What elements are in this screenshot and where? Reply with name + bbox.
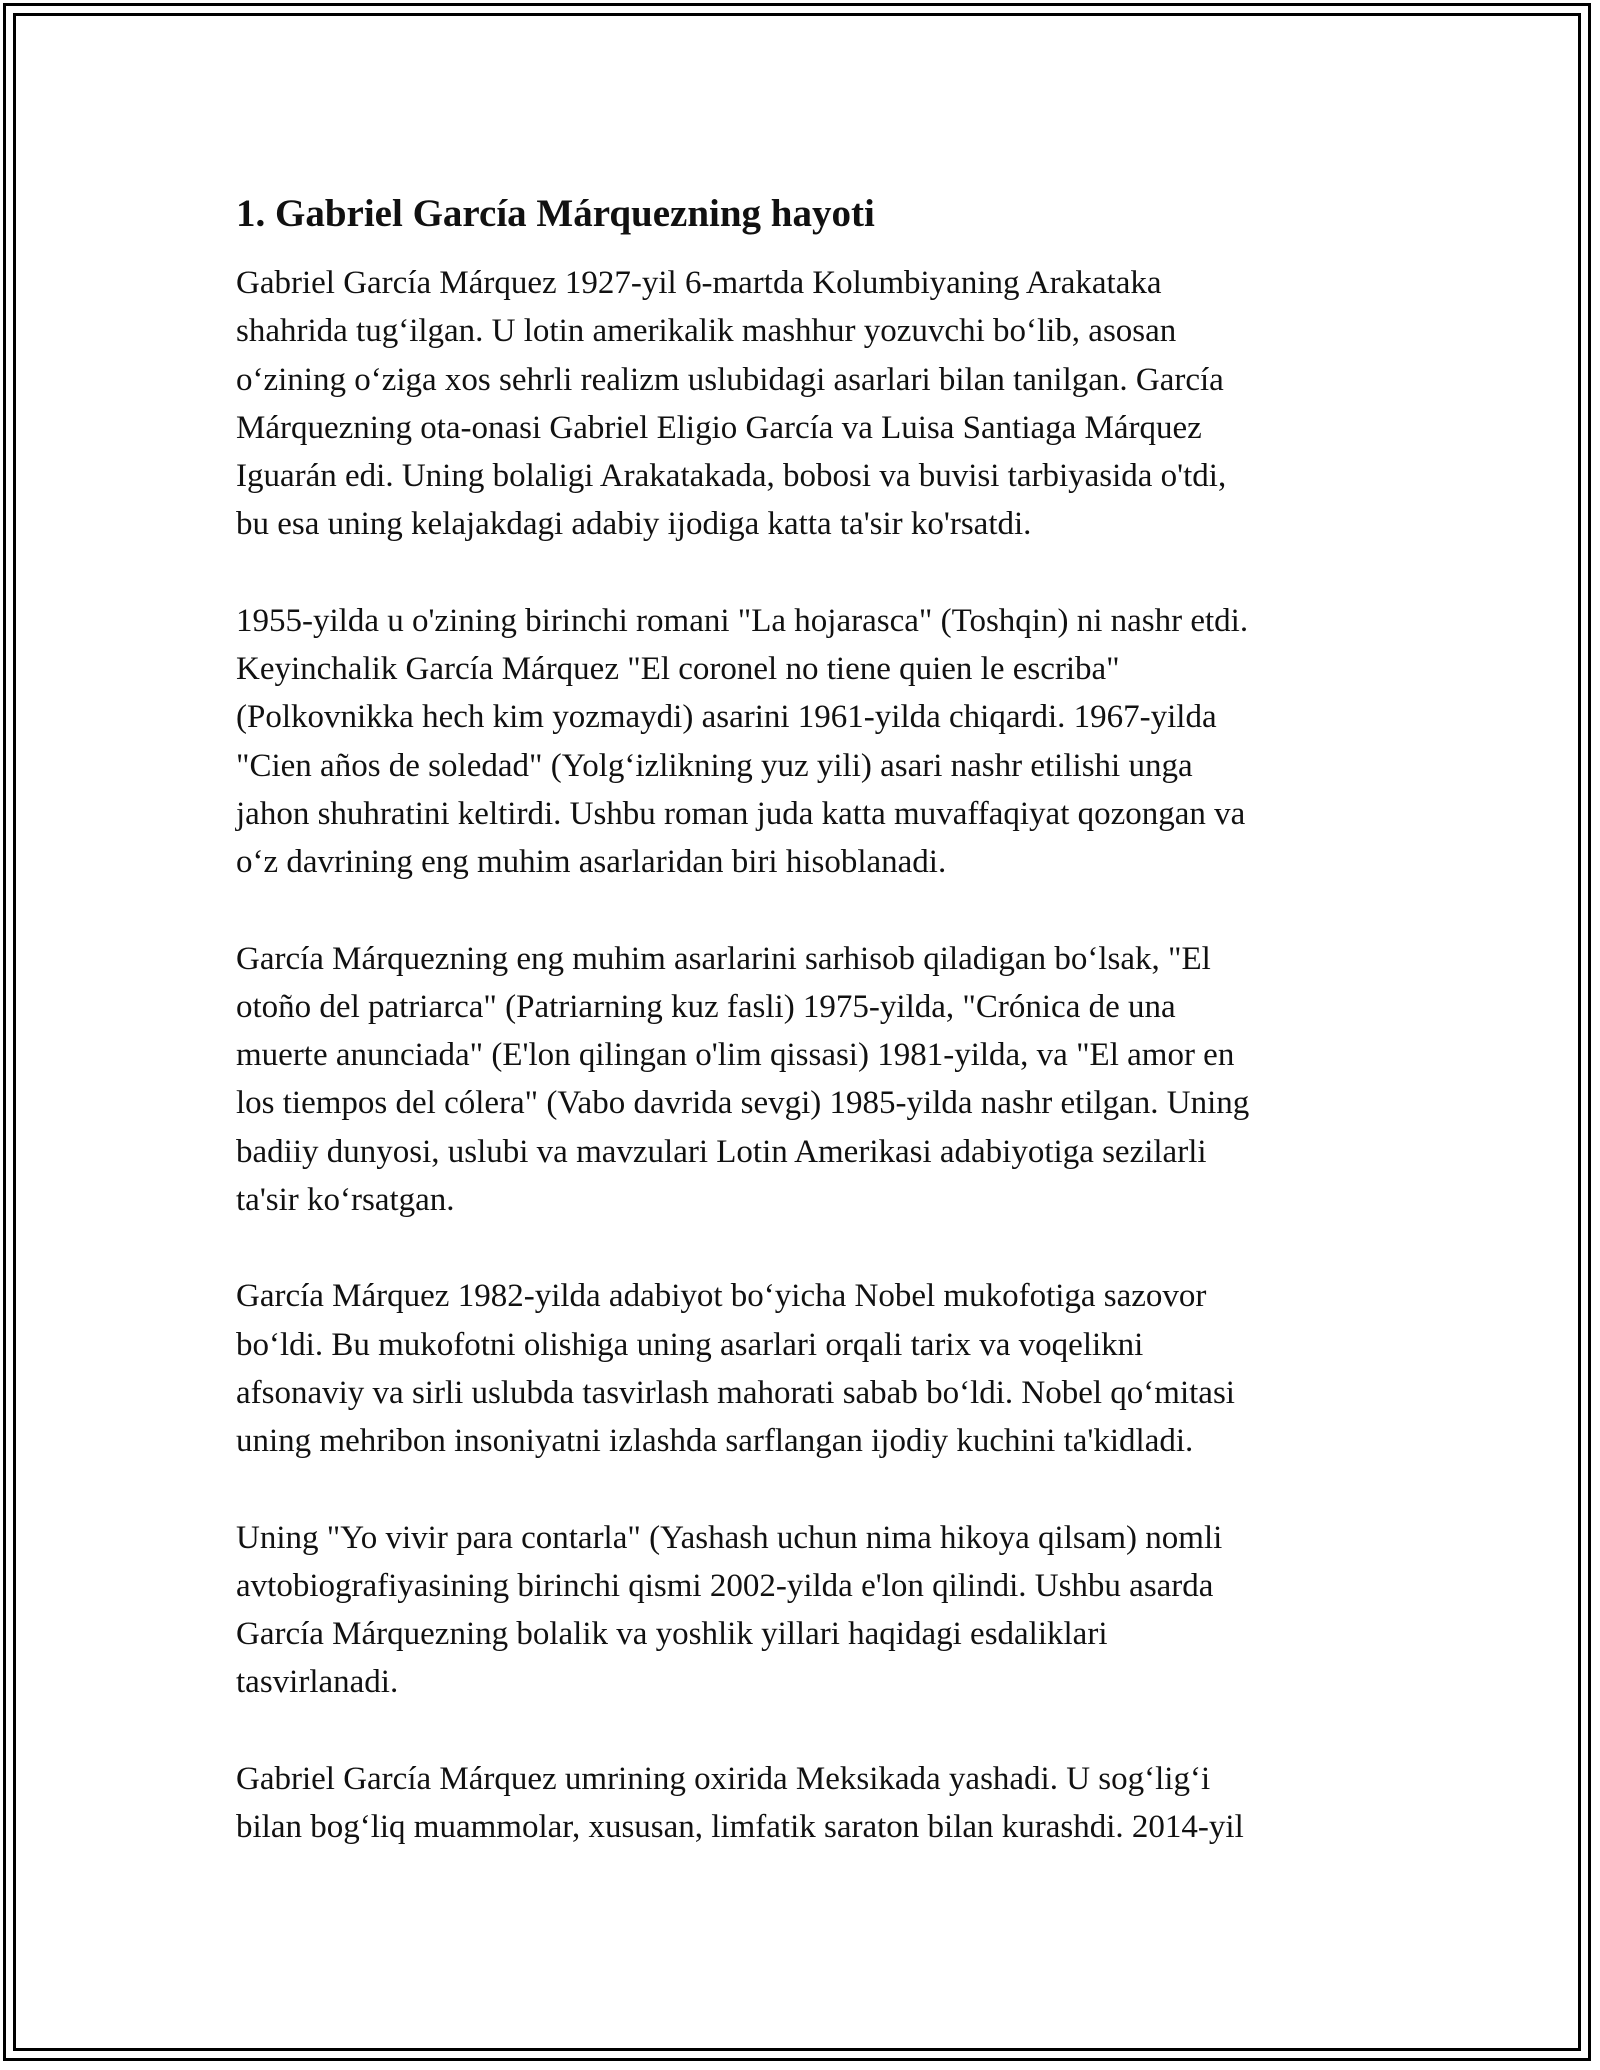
paragraph-autobiography: Uning "Yo vivir para contarla" (Yashash uchun nima hikoya qilsam) nomli avtobiografiyasining birinchi qismi 2002-yilda e'lon qilindi. Ushbu asarda García Márquezning bolalik va yoshlik yillari haqidagi esdaliklari tasvirlanadi. bbox=[236, 1519, 1223, 1701]
paragraph-first-novels: 1955-yilda u o'zining birinchi romani "La hojarasca" (Toshqin) ni nashr etdi. Keyinchalik García Márquez "El coronel no tiene quien le escriba" (Polkovnikka hech kim yozmaydi) asarini 1961-yilda chiqardi. 1967-yilda "Cien años de soledad" (Yolg‘izlikning yuz yili) asari nashr etilishi unga jahon shuhratini keltirdi. Ushbu roman juda katta muvaffaqiyat qozongan va o‘z davrining eng muhim asarlaridan biri hisoblanadi. bbox=[236, 602, 1249, 881]
paragraph-later-life: Gabriel García Márquez umrining oxirida Meksikada yashadi. U sog‘lig‘i bilan bog‘liq muammolar, xususan, limfatik saraton bilan kurashdi. 2014-yil bbox=[236, 1760, 1244, 1846]
paragraph-major-works: García Márquezning eng muhim asarlarini sarhisob qiladigan bo‘lsak, "El otoño del patriarca" (Patriarning kuz fasli) 1975-yilda, "Crónica de una muerte anunciada" (E'lon qilingan o'lim qissasi) 1981-yilda, va "El amor en los tiempos del cólera" (Vabo davrida sevgi) 1985-yilda nashr etilgan. Uning badiiy dunyosi, uslubi va mavzulari Lotin Amerikasi adabiyotiga sezilarli ta'sir ko‘rsatgan. bbox=[236, 940, 1250, 1219]
section-heading: 1. Gabriel García Márquezning hayoti bbox=[236, 192, 875, 235]
document-body bbox=[236, 186, 1376, 1851]
paragraph-early-life: Gabriel García Márquez 1927-yil 6-martda Kolumbiyaning Arakataka shahrida tug‘ilgan. U lotin amerikalik mashhur yozuvchi bo‘lib, asosan o‘zining o‘ziga xos sehrli realizm uslubidagi asarlari bilan tanilgan. García Márquezning ota-onasi Gabriel Eligio García va Luisa Santiaga Márquez Iguarán edi. Uning bolaligi Arakatakada, bobosi va buvisi tarbiyasida o'tdi, bu esa uning kelajakdagi adabiy ijodiga katta ta'sir ko'rsatdi. bbox=[236, 265, 1227, 543]
paragraph-nobel-prize: García Márquez 1982-yilda adabiyot bo‘yicha Nobel mukofotiga sazovor bo‘ldi. Bu mukofotni olishiga uning asarlari orqali tarix va voqelikni afsonaviy va sirli uslubda tasvirlash mahorati sabab bo‘ldi. Nobel qo‘mitasi uning mehribon insoniyatni izlashda sarflangan ijodiy kuchini ta'kidladi. bbox=[236, 1278, 1235, 1460]
